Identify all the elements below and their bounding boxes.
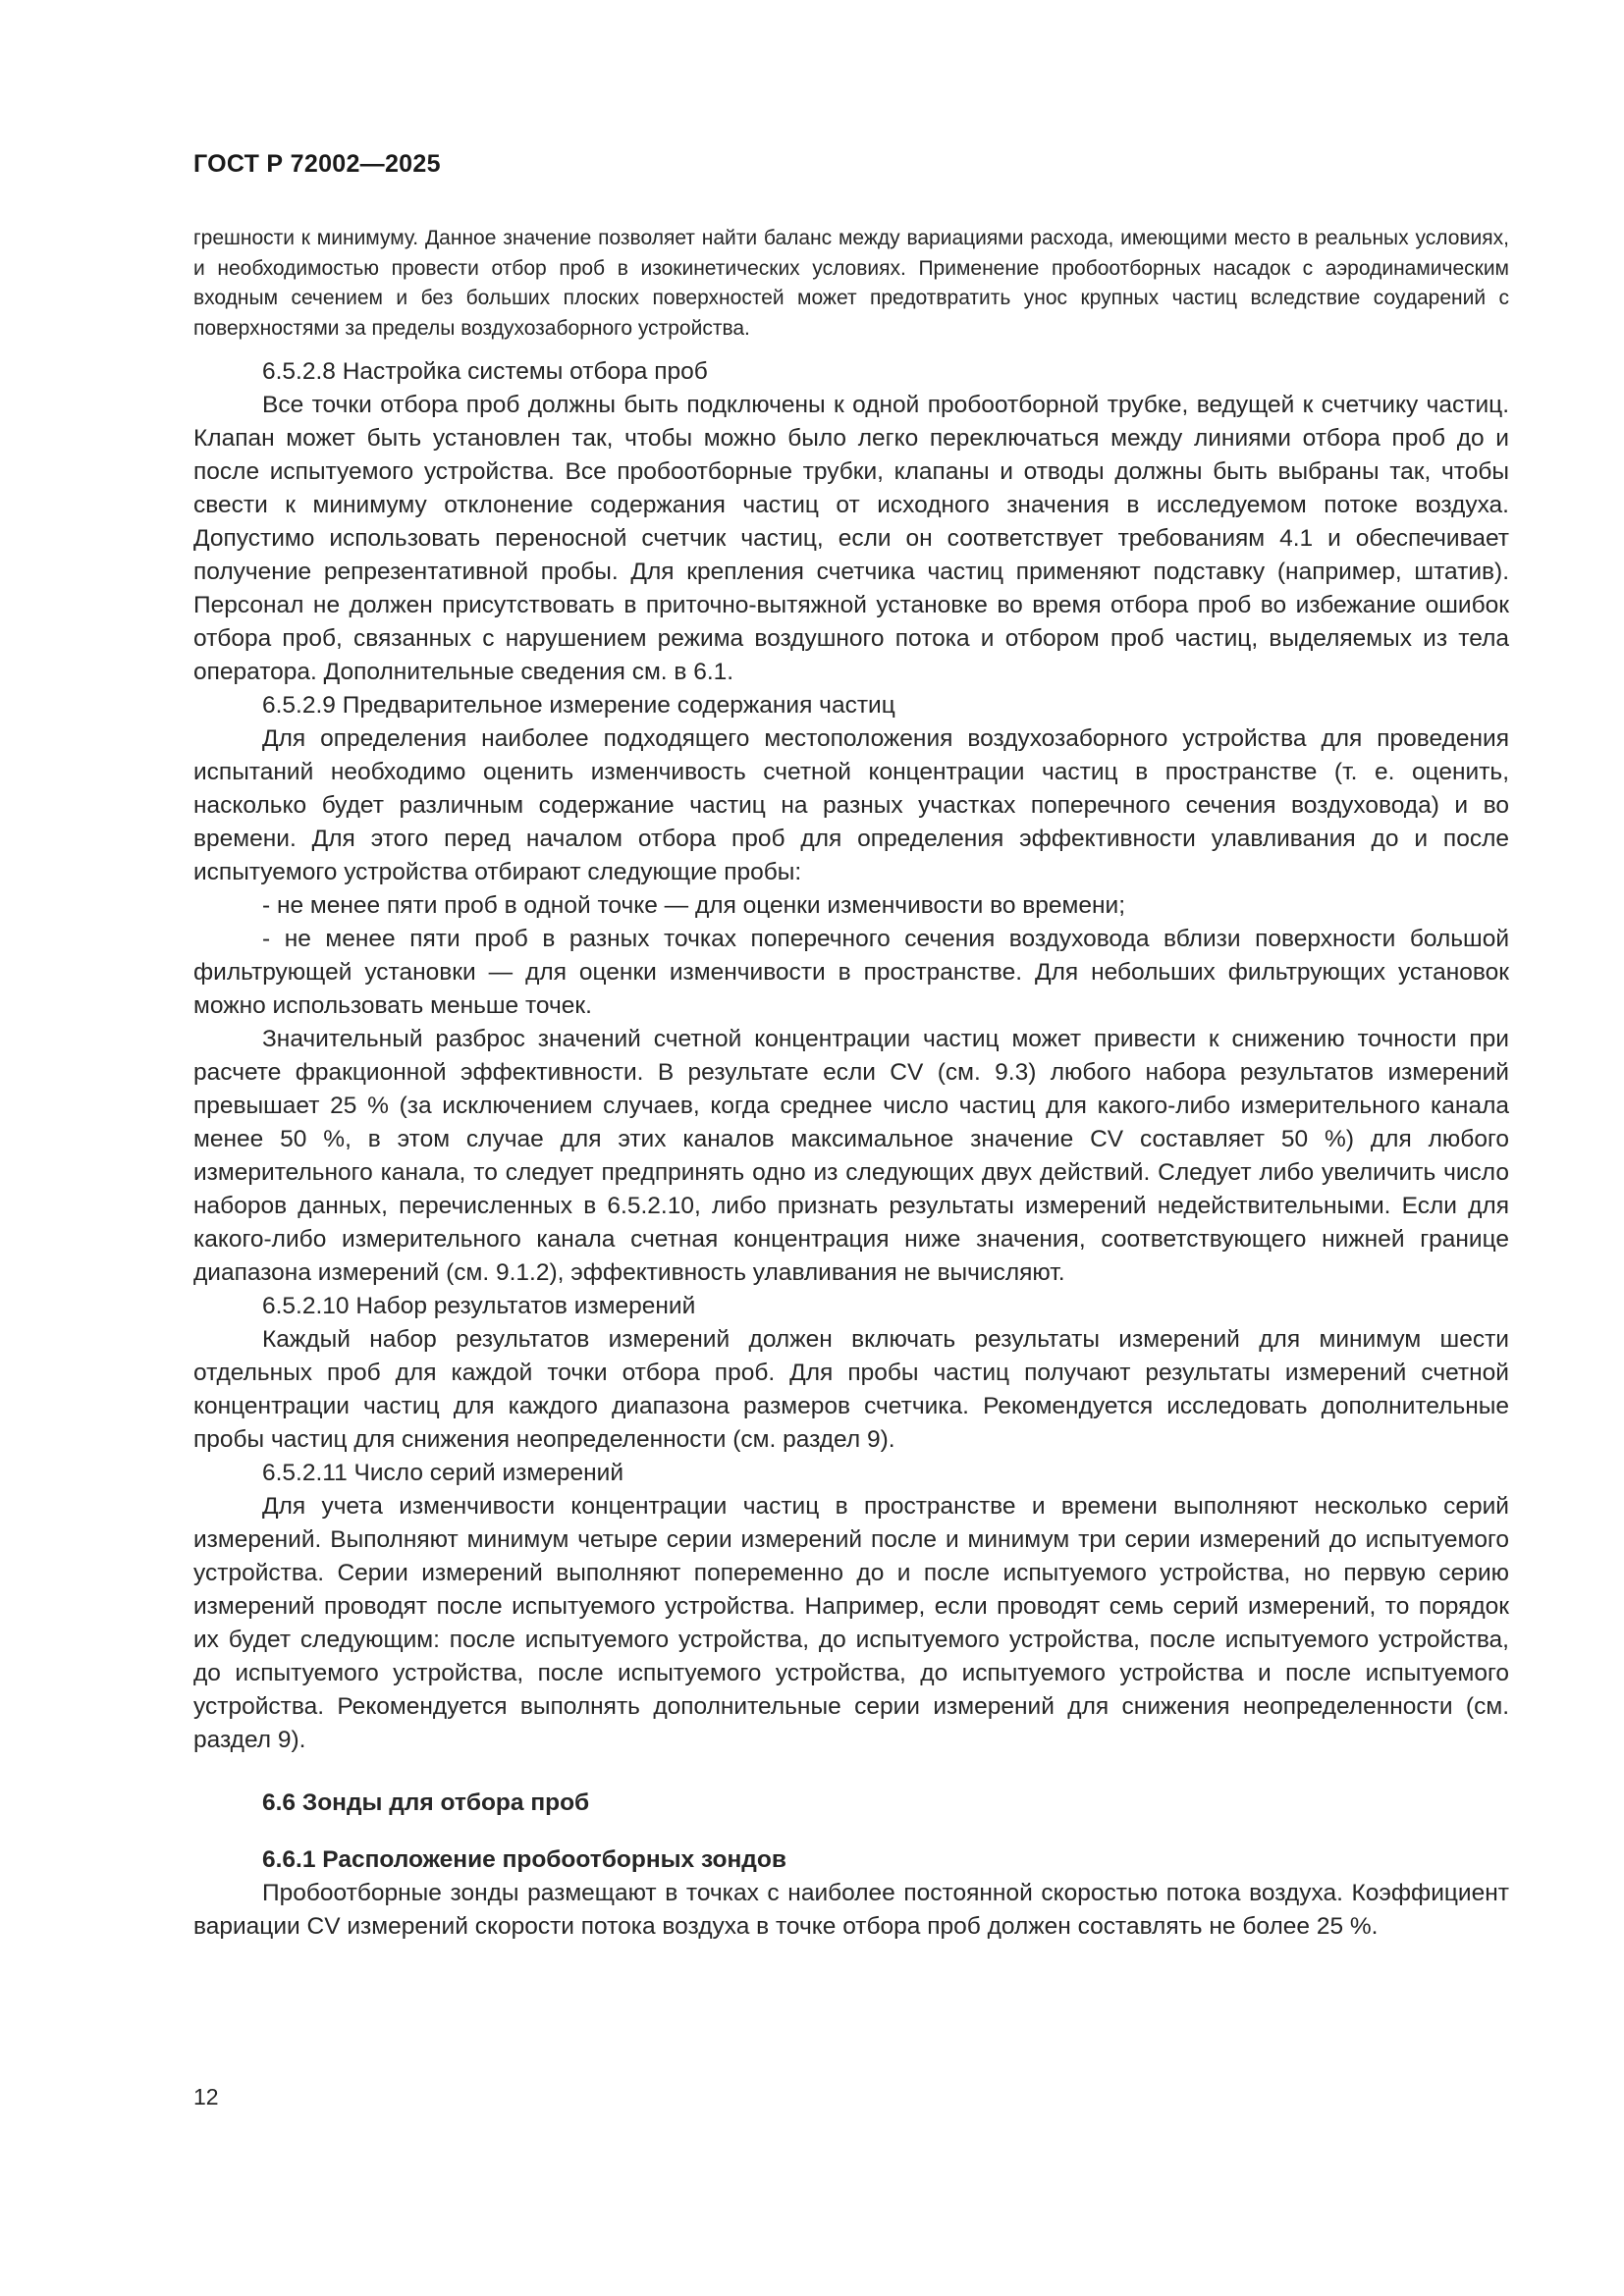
- clause-6-5-2-8-title: 6.5.2.8 Настройка системы отбора проб: [262, 358, 708, 385]
- clause-6-5-2-8-text: Все точки отбора проб должны быть подключены к одной пробоотборной трубке, ведущей к счетчику частиц. Клапан может быть установлен так, чтобы можно было легко переключаться между линиями отбора проб до и после испытуемого устройства. Все пробоотборные трубки, клапаны и отводы должны быть выбраны так, чтобы свести к минимуму отклонение содержания частиц от исходного значения в исследуемом потоке воздуха. Допустимо использовать переносной счетчик частиц, если он соответствует требованиям 4.1 и обеспечивает получение репрезентативной пробы. Для крепления счетчика частиц применяют подставку (например, штатив). Персонал не должен присутствовать в приточно-вытяжной установке во время отбора проб во избежание ошибок отбора проб, связанных с нарушением режима воздушного потока и отбором проб частиц, выделяемых из тела оператора. Дополнительные сведения см. в 6.1.: [193, 392, 1509, 685]
- clause-6-6-1-text: Пробоотборные зонды размещают в точках с наиболее постоянной скоростью потока воздуха. Коэффициент вариации CV измерений скорости потока воздуха в точке отбора проб должен составлять не более 25 %.: [193, 1880, 1509, 1940]
- page-number: 12: [193, 2084, 219, 2109]
- document-body: [193, 224, 1509, 1944]
- clause-6-5-2-9-text-2: Значительный разброс значений счетной концентрации частиц может привести к снижению точности при расчете фракционной эффективности. В результате если CV (см. 9.3) любого набора результатов измерений превышает 25 % (за исключением случаев, когда среднее число частиц для какого-либо измерительного канала менее 50 %, в этом случае для этих каналов максимальное значение CV составляет 50 %) для любого измерительного канала, то следует предпринять одно из следующих двух действий. Следует либо увеличить число наборов данных, перечисленных в 6.5.2.10, либо признать результаты измерений недействительными. Если для какого-либо измерительного канала счетная концентрация ниже значения, соответствующего нижней границе диапазона измерений (см. 9.1.2), эффективность улавливания не вычисляют.: [193, 1026, 1509, 1286]
- clause-6-5-2-9-title: 6.5.2.9 Предварительное измерение содержания частиц: [262, 692, 895, 719]
- clause-6-5-2-10-text: Каждый набор результатов измерений должен включать результаты измерений для минимум шести отдельных проб для каждой точки отбора проб. Для пробы частиц получают результаты измерений счетной концентрации частиц для каждого диапазона размеров счетчика. Рекомендуется исследовать дополнительные пробы частиц для снижения неопределенности (см. раздел 9).: [193, 1326, 1509, 1453]
- clause-6-5-2-11-text: Для учета изменчивости концентрации частиц в пространстве и времени выполняют несколько серий измерений. Выполняют минимум четыре серии измерений после и минимум три серии измерений до испытуемого устройства. Серии измерений выполняют попеременно до и после испытуемого устройства, но первую серию измерений проводят после испытуемого устройства. Например, если проводят семь серий измерений, то порядок их будет следующим: после испытуемого устройства, до испытуемого устройства, после испытуемого устройства, до испытуемого устройства, после испытуемого устройства, до испытуемого устройства и после испытуемого устройства. Рекомендуется выполнять дополнительные серии измерений для снижения неопределенности (см. раздел 9).: [193, 1493, 1509, 1753]
- list-item: - не менее пяти проб в одной точке — для оценки изменчивости во времени;: [262, 892, 1126, 919]
- clause-6-5-2-9-text: Для определения наиболее подходящего местоположения воздухозаборного устройства для проведения испытаний необходимо оценить изменчивость счетной концентрации частиц в пространстве (т. е. оценить, насколько будет различным содержание частиц на разных участках поперечного сечения воздуховода) и во времени. Для этого перед началом отбора проб для определения эффективности улавливания до и после испытуемого устройства отбирают следующие пробы:: [193, 725, 1509, 885]
- list-item: - не менее пяти проб в разных точках поперечного сечения воздуховода вблизи поверхности большой фильтрующей установки — для оценки изменчивости в пространстве. Для небольших фильтрующих установок можно использовать меньше точек.: [193, 926, 1509, 1019]
- section-6-6-heading: 6.6 Зонды для отбора проб: [262, 1789, 590, 1816]
- document-header: ГОСТ Р 72002—2025: [193, 150, 441, 178]
- clause-6-6-1-heading: 6.6.1 Расположение пробоотборных зондов: [262, 1846, 786, 1873]
- clause-6-5-2-10-title: 6.5.2.10 Набор результатов измерений: [262, 1293, 696, 1319]
- clause-6-5-2-11-title: 6.5.2.11 Число серий измерений: [262, 1460, 624, 1486]
- intro-paragraph: грешности к минимуму. Данное значение позволяет найти баланс между вариациями расхода, имеющими место в реальных условиях, и необходимостью провести отбор проб в изокинетических условиях. Применение пробоотборных насадок с аэродинамическим входным сечением и без больших плоских поверхностей может предотвратить унос крупных частиц вследствие соударений с поверхностями за пределы воздухозаборного устройства.: [193, 227, 1509, 340]
